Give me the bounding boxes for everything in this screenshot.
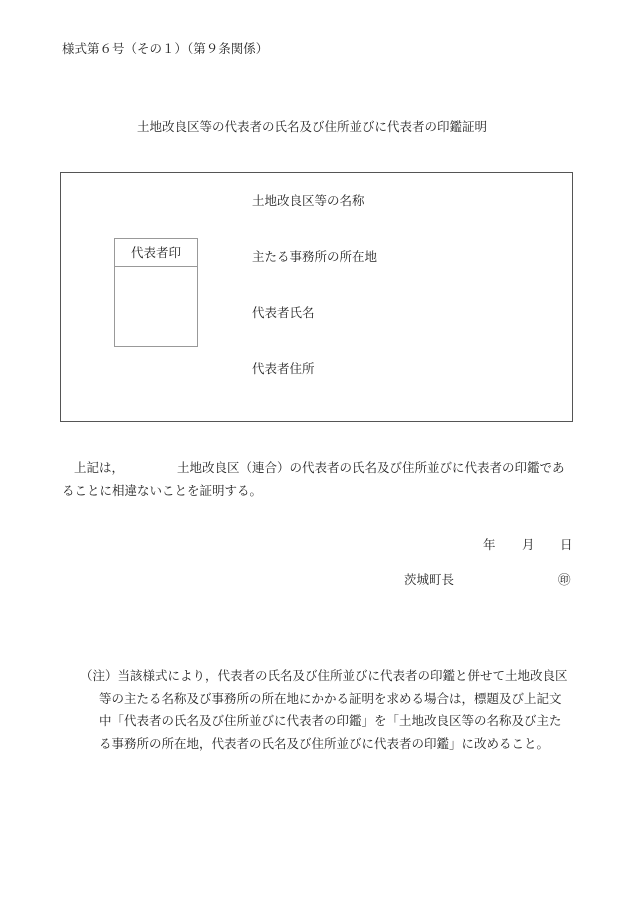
note-line: 等の主たる名称及び事務所の所在地にかかる証明を求める場合は，標題及び上記文 — [99, 691, 562, 706]
field-association-name: 土地改良区等の名称 — [252, 193, 365, 208]
seal-mark-icon: ㊞ — [558, 572, 571, 587]
field-representative-address: 代表者住所 — [252, 361, 315, 376]
note-line: る事務所の所在地，代表者の氏名及び住所並びに代表者の印鑑」に改めること。 — [99, 736, 550, 751]
form-number: 様式第６号（その１）（第９条関係） — [62, 41, 269, 56]
signer-title: 茨城町長 — [404, 572, 455, 587]
note-line: （注）当該様式により，代表者の氏名及び住所並びに代表者の印鑑と併せて土地改良区 — [80, 668, 568, 683]
body-line2: ることに相違ないことを証明する。 — [62, 483, 263, 498]
date-day: 日 — [560, 537, 573, 552]
body-prefix: 上記は， — [74, 460, 125, 475]
note-line: 中「代表者の氏名及び住所並びに代表者の印鑑」を「土地改良区等の名称及び主た — [99, 713, 562, 728]
page-title: 土地改良区等の代表者の氏名及び住所並びに代表者の印鑑証明 — [137, 119, 488, 134]
seal-label: 代表者印 — [115, 239, 197, 267]
body-line1: 土地改良区（連合）の代表者の氏名及び住所並びに代表者の印鑑であ — [177, 460, 565, 475]
field-representative-name: 代表者氏名 — [252, 305, 315, 320]
date-year: 年 — [483, 537, 496, 552]
date-month: 月 — [522, 537, 535, 552]
representative-seal-box — [114, 238, 198, 347]
field-office-address: 主たる事務所の所在地 — [252, 249, 378, 264]
